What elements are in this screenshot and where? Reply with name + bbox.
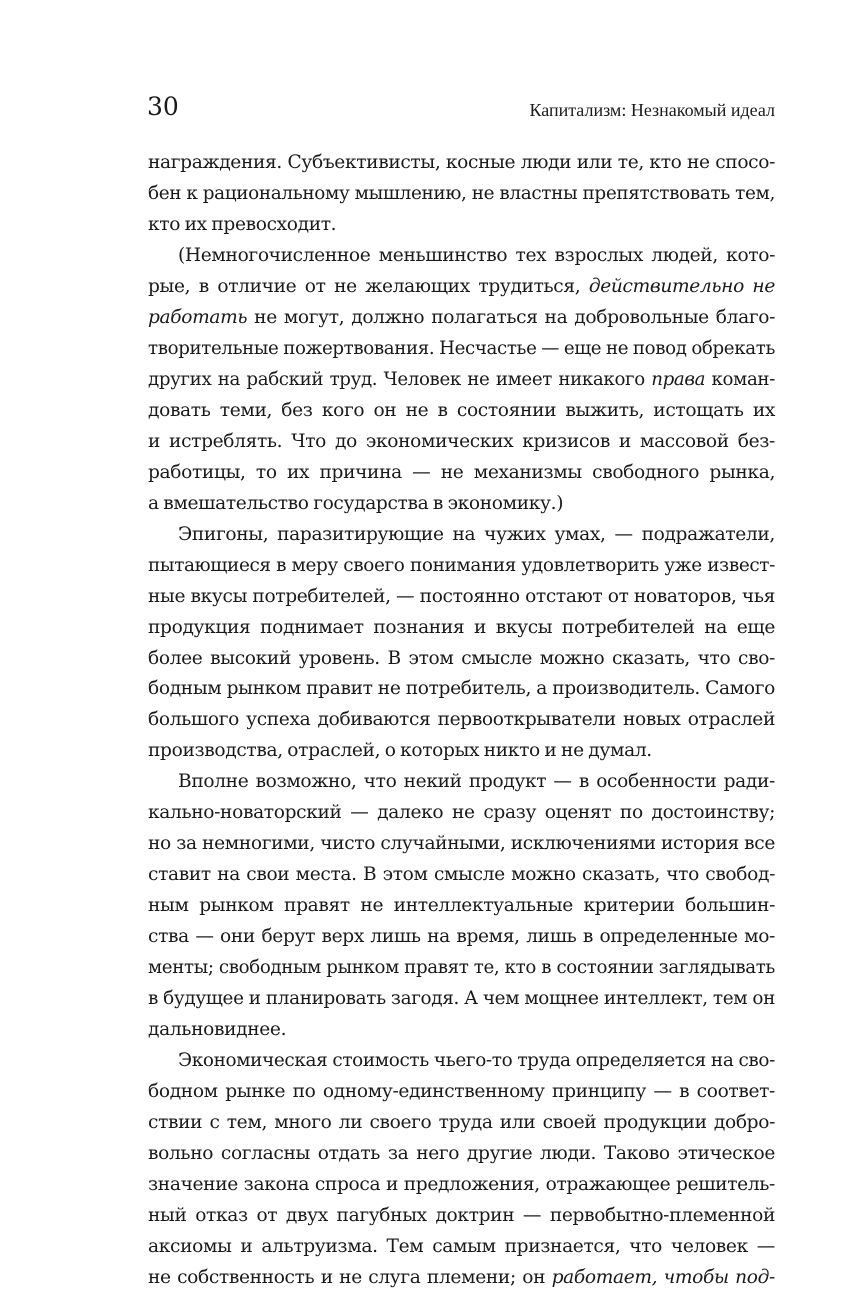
text-line [148, 1108, 775, 1139]
text-line [148, 396, 775, 427]
text-line [148, 458, 775, 489]
text-segment: бен к рациональному мышлению, не властны препятствовать тем, [148, 182, 775, 204]
text-line [148, 613, 775, 644]
page-header [147, 92, 775, 126]
text-line [148, 767, 775, 798]
text-line [148, 860, 775, 891]
text-line [148, 705, 775, 736]
italic-text: права [651, 368, 706, 390]
text-segment: аксиомы и альтруизма. Тем самым признается, что человек — [148, 1235, 775, 1257]
text-segment: а вмешательство государства в экономику.) [148, 492, 564, 514]
italic-text: работает, чтобы под- [551, 1266, 775, 1288]
page-number: 30 [147, 92, 179, 121]
text-line [148, 1046, 775, 1077]
text-segment: Эпигоны, паразитирующие на чужих умах, — подражатели, [178, 523, 775, 545]
text-segment: рые, в отличие от не желающих трудиться, [148, 275, 589, 297]
text-line [148, 736, 775, 767]
text-segment: (Немногочисленное меньшинство тех взрослых людей, кото- [178, 244, 775, 266]
text-line [148, 520, 775, 551]
text-line [148, 891, 775, 922]
text-segment: вольно согласны отдать за него другие люди. Таково этическое [148, 1143, 775, 1164]
text-segment: бодном рынке по одному-единственному принципу — в соответ- [148, 1081, 775, 1103]
text-line [148, 1263, 775, 1294]
text-line [148, 489, 775, 520]
text-segment: не могут, должно полагаться на добровольные благо- [247, 306, 775, 328]
text-line [148, 551, 775, 582]
text-segment: награждения. Субъективисты, косные люди или те, кто не спосо- [148, 152, 775, 173]
text-segment: ные вкусы потребителей, — постоянно отстают от новаторов, чья [148, 585, 775, 607]
text-segment: Экономическая стоимость чьего-то труда определяется на сво- [178, 1050, 775, 1072]
text-segment: творительные пожертвования. Несчастье — еще не повод обрекать [148, 337, 775, 359]
text-line [148, 922, 775, 953]
text-line [148, 272, 775, 303]
text-line [148, 953, 775, 984]
text-segment: ным рынком правят не интеллектуальные критерии большин- [148, 895, 775, 917]
text-segment: более высокий уровень. В этом смысле можно сказать, что сво- [148, 647, 775, 669]
text-line [148, 148, 775, 179]
text-segment: в будущее и планировать загодя. А чем мощнее интеллект, тем он [148, 988, 775, 1010]
text-segment: дальновиднее. [148, 1019, 287, 1041]
body-text [148, 148, 775, 1294]
text-segment: ства — они берут верх лишь на время, лишь в определенные мо- [148, 926, 775, 948]
text-segment: не собственность и не слуга племени; он [148, 1266, 552, 1288]
text-segment: но за немногими, чисто случайными, исключениями история все [148, 833, 775, 855]
text-segment: ный отказ от двух пагубных доктрин — первобытно-племенной [148, 1204, 775, 1226]
text-line [148, 644, 775, 675]
text-line [148, 1170, 775, 1201]
text-segment: бодным рынком правит не потребитель, а производитель. Самого [148, 678, 775, 700]
text-line [148, 303, 775, 334]
text-line [148, 984, 775, 1015]
text-line [148, 1015, 775, 1046]
text-line [148, 179, 775, 210]
text-line [148, 1077, 775, 1108]
text-segment: кто их превосходит. [148, 213, 337, 235]
text-line [148, 1139, 775, 1170]
text-segment: других на рабский труд. Человек не имеет никакого [148, 368, 652, 390]
text-segment: пытающиеся в меру своего понимания удовлетворить уже извест- [148, 554, 775, 576]
text-line [148, 210, 775, 241]
text-line [148, 241, 775, 272]
text-segment: Вполне возможно, что некий продукт — в особенности ради- [178, 771, 775, 793]
text-segment: производства, отраслей, о которых никто и не думал. [148, 740, 652, 762]
text-line [148, 1201, 775, 1232]
text-line [148, 334, 775, 365]
text-line [148, 582, 775, 613]
text-segment: коман- [705, 368, 775, 390]
text-segment: значение закона спроса и предложения, отражающее решитель- [148, 1173, 775, 1195]
text-segment: продукция поднимает познания и вкусы потребителей на еще [148, 616, 775, 638]
text-segment: большого успеха добиваются первооткрыватели новых отраслей [148, 709, 775, 731]
italic-text: действительно не [588, 275, 775, 297]
text-segment: и истреблять. Что до экономических кризисов и массовой без- [148, 430, 775, 452]
text-segment: ставит на свои места. В этом смысле можно сказать, что свобод- [148, 864, 775, 886]
text-segment: кально-новаторский — далеко не сразу оценят по достоинству; [148, 802, 775, 824]
running-title: Капитализм: Незнакомый идеал [529, 100, 775, 120]
text-segment: довать теми, без кого он не в состоянии выжить, истощать их [148, 399, 775, 421]
text-segment: менты; свободным рынком правят те, кто в состоянии заглядывать [148, 957, 775, 979]
text-line [148, 427, 775, 458]
text-line [148, 674, 775, 705]
text-segment: ствии с тем, много ли своего труда или своей продукции добро- [148, 1112, 775, 1134]
text-line [148, 1232, 775, 1263]
text-line [148, 829, 775, 860]
text-line [148, 798, 775, 829]
italic-text: работать [148, 306, 248, 328]
text-segment: работицы, то их причина — не механизмы свободного рынка, [148, 461, 775, 483]
text-line [148, 365, 775, 396]
